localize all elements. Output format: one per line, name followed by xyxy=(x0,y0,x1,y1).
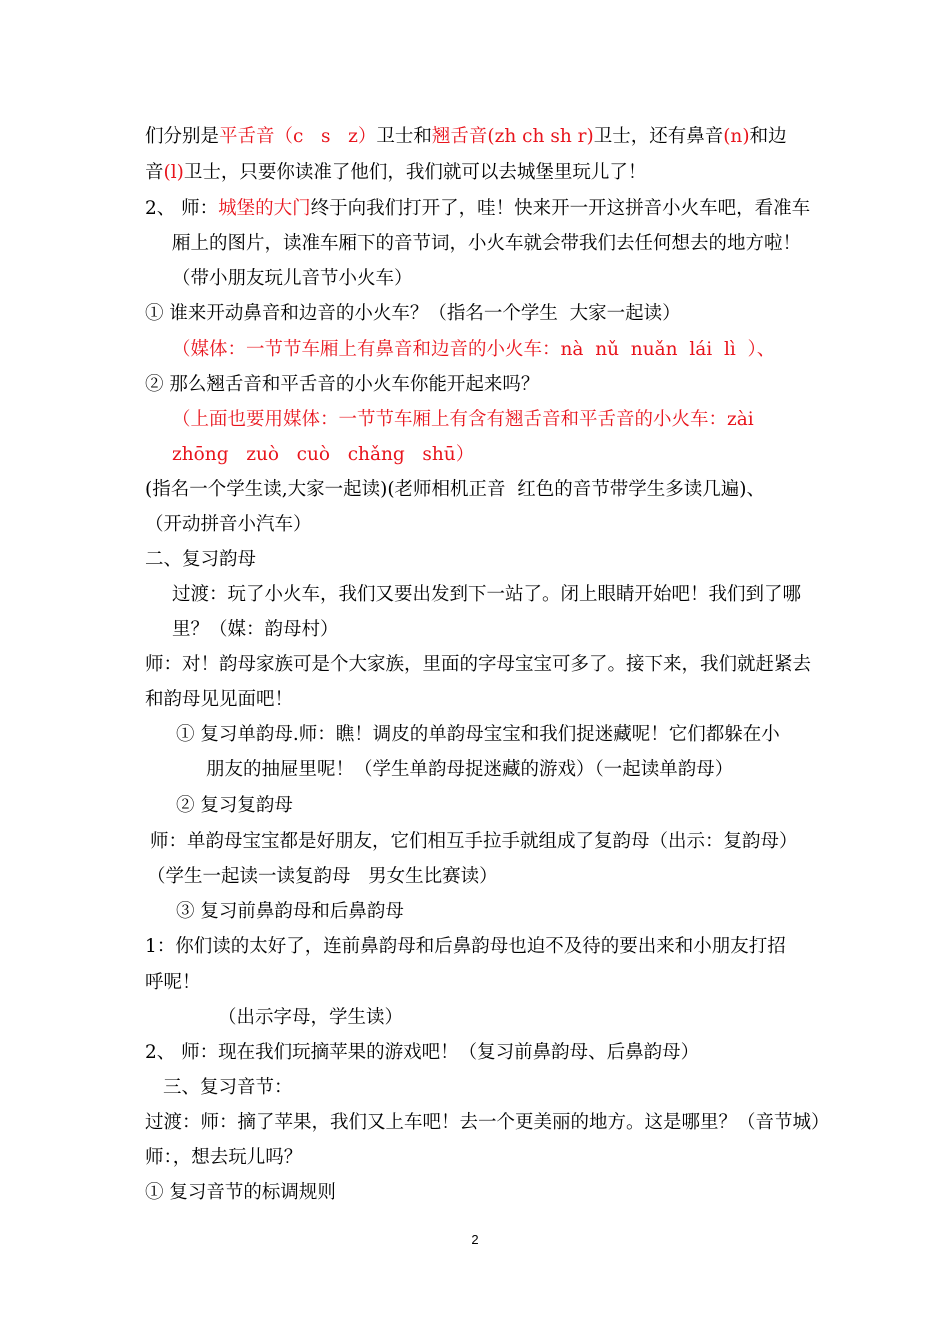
text-segment: ① 谁来开动鼻音和边音的小火车？（指名一个学生 大家一起读） xyxy=(145,303,681,324)
text-segment: 音 xyxy=(145,162,164,183)
text-segment: 过渡：玩了小火车，我们又要出发到下一站了。闭上眼睛开始吧！我们到了哪 xyxy=(172,584,802,605)
text-segment: （带小朋友玩儿音节小火车） xyxy=(172,268,413,289)
text-line xyxy=(176,793,293,819)
text-segment: 二、复习韵母 xyxy=(145,549,257,570)
text-line xyxy=(172,266,413,292)
text-segment: 师：单韵母宝宝都是好朋友，它们相互手拉手就组成了复韵母（出示：复韵母） xyxy=(150,831,798,852)
text-segment: 终于向我们打开了，哇！快来开一开这拼音小火车吧，看准车 xyxy=(310,198,811,219)
text-segment: 三、复习音节： xyxy=(163,1077,293,1098)
text-line xyxy=(145,652,811,678)
text-segment: 厢上的图片，读准车厢下的音节词，小火车就会带我们去任何想去的地方啦！ xyxy=(172,233,802,254)
text-segment: 朋友的抽屉里呢！（学生单韵母捉迷藏的游戏）（一起读单韵母） xyxy=(206,759,734,780)
text-segment: ① 复习音节的标调规则 xyxy=(145,1182,336,1203)
text-line xyxy=(145,301,681,327)
text-line xyxy=(145,196,810,222)
text-segment: 师：，想去玩儿吗？ xyxy=(145,1147,303,1168)
text-line xyxy=(145,160,646,186)
text-segment: ① 复习单韵母.师：瞧！调皮的单韵母宝宝和我们捉迷藏呢！它们都躲在小 xyxy=(176,724,780,745)
text-line xyxy=(176,722,780,748)
text-segment: 师：对！韵母家族可是个大家族，里面的字母宝宝可多了。接下来，我们就赶紧去 xyxy=(145,654,812,675)
text-line xyxy=(145,934,786,960)
text-segment: 和边 xyxy=(749,126,787,147)
text-line xyxy=(176,899,404,925)
text-segment: （学生一起读一读复韵母 男女生比赛读） xyxy=(147,866,498,887)
text-line xyxy=(145,687,293,713)
text-segment: ② 复习复韵母 xyxy=(176,795,293,816)
highlighted-text: （上面也要用媒体：一节节车厢上有含有翘舌音和平舌音的小火车：zài xyxy=(172,409,754,430)
text-segment: 2、 师： xyxy=(145,198,219,219)
text-line xyxy=(145,970,201,996)
text-segment: 卫士，只要你读准了他们，我们就可以去城堡里玩儿了！ xyxy=(183,162,647,183)
text-segment: 们分别是 xyxy=(145,126,220,147)
text-segment: ③ 复习前鼻韵母和后鼻韵母 xyxy=(176,901,404,922)
text-segment: 和韵母见见面吧！ xyxy=(145,689,294,710)
text-line xyxy=(163,1075,293,1101)
text-line xyxy=(145,1110,830,1136)
text-line xyxy=(147,864,498,890)
text-segment: 里？（媒：韵母村） xyxy=(172,619,339,640)
text-line xyxy=(172,617,339,643)
highlighted-text: （媒体：一节节车厢上有鼻音和边音的小火车：nà nǔ nuǎn lái lì ）、 xyxy=(172,339,776,360)
text-segment: 1：你们读的太好了，连前鼻韵母和后鼻韵母也迫不及待的要出来和小朋友打招 xyxy=(145,936,786,957)
text-segment: ② 那么翘舌音和平舌音的小火车你能开起来吗？ xyxy=(145,374,540,395)
text-line xyxy=(145,1180,336,1206)
text-line xyxy=(172,442,474,468)
text-line xyxy=(172,231,801,257)
text-line xyxy=(145,512,312,538)
page-number: 2 xyxy=(471,1232,479,1247)
text-line xyxy=(145,1145,302,1171)
text-segment: (指名一个学生读,大家一起读)(老师相机正音 红色的音节带学生多读几遍)、 xyxy=(145,479,766,500)
text-segment: 过渡：师：摘了苹果，我们又上车吧！去一个更美丽的地方。这是哪里？（音节城） xyxy=(145,1112,830,1133)
text-line xyxy=(145,477,765,503)
text-line xyxy=(145,547,256,573)
highlighted-text: (l) xyxy=(163,162,184,183)
highlighted-text: (n) xyxy=(723,126,750,147)
text-line xyxy=(172,337,775,363)
text-line xyxy=(206,757,733,783)
text-line xyxy=(145,124,787,150)
highlighted-text: 翘舌音(zh ch sh r) xyxy=(431,126,594,147)
highlighted-text: 城堡的大门 xyxy=(218,198,311,219)
text-line xyxy=(150,829,798,855)
text-line xyxy=(172,407,754,433)
text-segment: （开动拼音小汽车） xyxy=(145,514,312,535)
text-segment: （出示字母，学生读） xyxy=(218,1007,404,1028)
highlighted-text: 平舌音（c s z） xyxy=(219,126,377,147)
text-line xyxy=(145,1040,699,1066)
text-segment: 呼呢！ xyxy=(145,972,201,993)
highlighted-text: zhōng zuò cuò chǎng shū） xyxy=(172,444,475,465)
text-line xyxy=(145,372,539,398)
text-segment: 卫士，还有鼻音 xyxy=(593,126,724,147)
text-line xyxy=(218,1005,403,1031)
text-segment: 卫士和 xyxy=(376,126,432,147)
text-line xyxy=(172,582,801,608)
text-segment: 2、 师：现在我们玩摘苹果的游戏吧！（复习前鼻韵母、后鼻韵母） xyxy=(145,1042,700,1063)
